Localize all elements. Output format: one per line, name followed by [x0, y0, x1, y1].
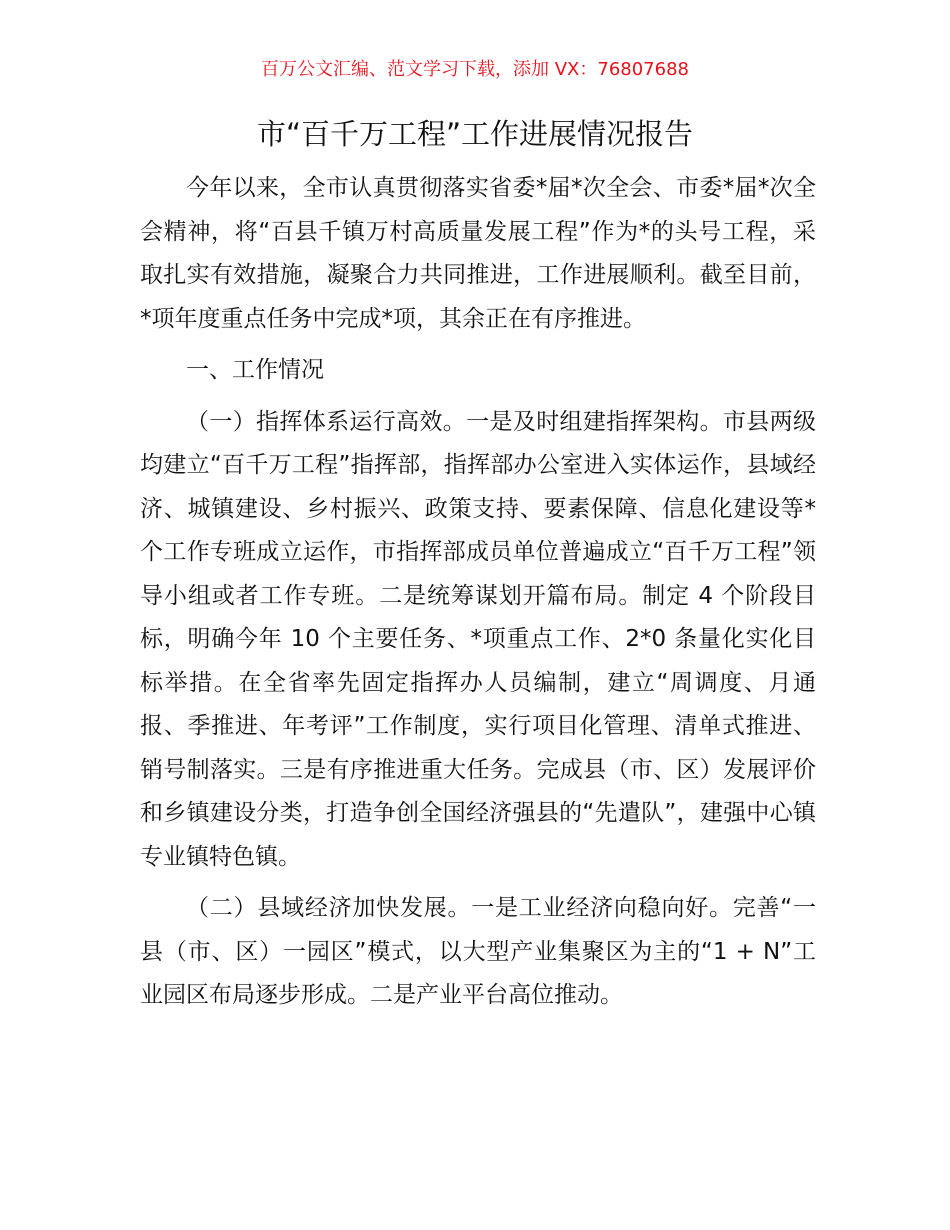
section-heading: 一、工作情况	[186, 357, 324, 383]
document-body	[140, 167, 816, 1018]
paragraph-county-economy: （二）县域经济加快发展。一是工业经济向稳向好。完善“一县（市、区）一园区”模式，以大型产业集聚区为主的“1 + N”工业园区布局逐步形成。二是产业平台高位推动。	[140, 895, 816, 1008]
watermark-header: 百万公文汇编、范文学习下载，添加 VX：76807688	[261, 59, 689, 80]
paragraph-command-system: （一）指挥体系运行高效。一是及时组建指挥架构。市县两级均建立“百千万工程”指挥部，指挥部办公室进入实体运作，县域经济、城镇建设、乡村振兴、政策支持、要素保障、信息化建设等*个工作专班成立运作，市指挥部成员单位普遍成立“百千万工程”领导小组或者工作专班。二是统筹谋划开篇布局。制定 4 个阶段目标，明确今年 10 个主要任务、*项重点工作、2*0 条量化实化目标举措。在全省率先固定指挥办人员编制，建立“周调度、月通报、季推进、年考评”工作制度，实行项目化管理、清单式推进、销号制落实。三是有序推进重大任务。完成县（市、区）发展评价和乡镇建设分类，打造争创全国经济强县的“先遣队”，建强中心镇专业镇特色镇。	[140, 408, 816, 870]
intro-paragraph: 今年以来，全市认真贯彻落实省委*届*次全会、市委*届*次全会精神，将“百县千镇万村高质量发展工程”作为*的头号工程，采取扎实有效措施，凝聚合力共同推进，工作进展顺利。截至目前，*项年度重点任务中完成*项，其余正在有序推进。	[140, 175, 816, 332]
document-title: 市“百千万工程”工作进展情况报告	[256, 117, 694, 151]
